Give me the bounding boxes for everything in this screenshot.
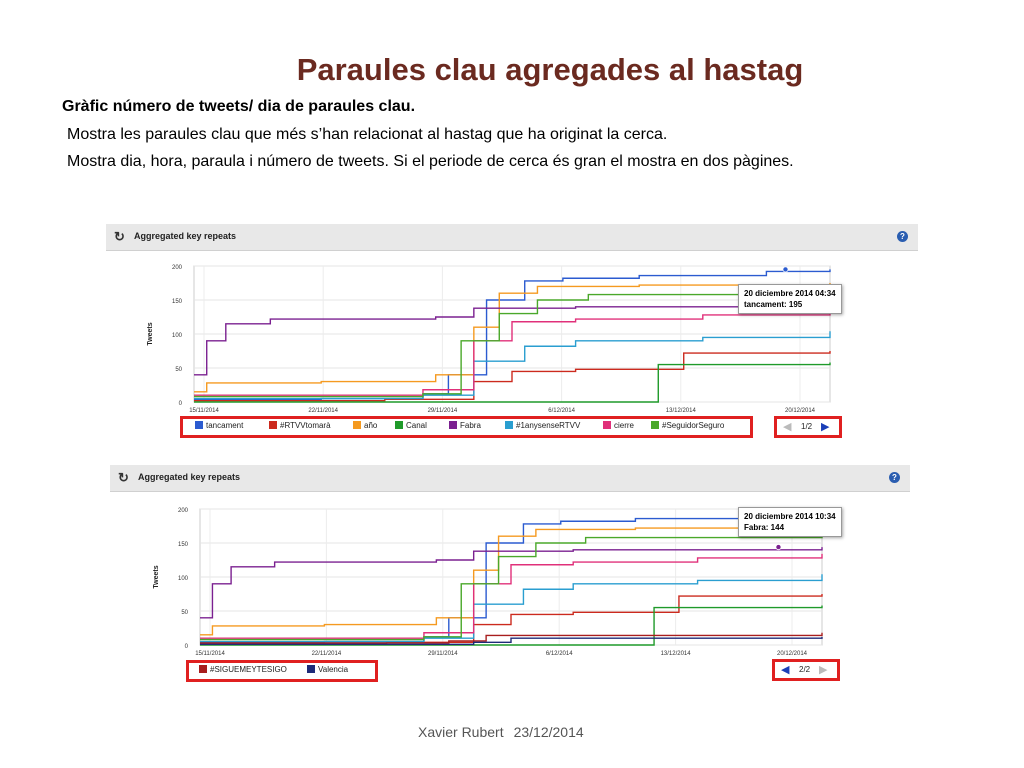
chart-legend-2 [186, 660, 378, 682]
legend-item-tancament[interactable]: tancament [195, 421, 243, 430]
prev-page-icon[interactable]: ◀ [781, 664, 790, 676]
legend-item-seguidorseguro[interactable]: #SeguidorSeguro [651, 421, 724, 430]
x-tick-label: 15/11/2014 [195, 651, 225, 657]
legend-item-rtvvtomara[interactable]: #RTVVtomarà [269, 421, 331, 430]
widget-header [110, 465, 910, 492]
x-tick-label: 6/12/2014 [545, 651, 573, 657]
next-page-icon[interactable]: ▶ [821, 421, 830, 433]
y-tick-label: 50 [181, 610, 188, 616]
series-line-rtvvtomar[interactable] [200, 594, 822, 644]
widget-title: Aggregated key repeats [134, 231, 237, 241]
legend-item-siguemeytesigo[interactable]: #SIGUEMEYTESIGO [199, 665, 287, 674]
series-line-rtvvtomar[interactable] [194, 351, 830, 401]
y-tick-label: 150 [177, 542, 188, 548]
legend-item-1anysensertvv[interactable]: #1anysenseRTVV [505, 421, 580, 430]
legend-pager-2 [772, 659, 840, 681]
legend-swatch [353, 421, 361, 429]
y-tick-label: 50 [175, 367, 182, 373]
legend-swatch [195, 421, 203, 429]
legend-swatch [651, 421, 659, 429]
help-icon[interactable]: ? [897, 231, 908, 242]
aggregated-key-repeats-widget-1 [106, 224, 918, 454]
footer [418, 724, 584, 740]
tooltip-date: 20 diciembre 2014 10:34 [744, 512, 836, 521]
tooltip-date: 20 diciembre 2014 04:34 [744, 289, 836, 298]
legend-item-fabra[interactable]: Fabra [449, 421, 481, 430]
refresh-icon[interactable]: ↻ [114, 229, 125, 244]
refresh-icon[interactable]: ↻ [118, 470, 129, 485]
legend-swatch [395, 421, 403, 429]
x-tick-label: 29/11/2014 [427, 408, 458, 414]
page-indicator: 2/2 [799, 665, 811, 674]
footer-author: Xavier Rubert [418, 724, 504, 740]
legend-swatch [269, 421, 277, 429]
slide-subtitle: Gràfic número de tweets/ dia de paraules clau. [62, 98, 416, 115]
y-tick-label: 100 [171, 333, 182, 339]
x-tick-label: 29/11/2014 [428, 651, 458, 657]
tooltip-point[interactable] [783, 267, 788, 272]
chart-legend-1 [180, 416, 753, 438]
widget-title: Aggregated key repeats [138, 472, 241, 482]
legend-item-any[interactable]: año [353, 421, 377, 430]
legend-swatch [505, 421, 513, 429]
help-icon[interactable]: ? [889, 472, 900, 483]
x-tick-label: 13/12/2014 [660, 651, 691, 657]
legend-item-cierre[interactable]: cierre [603, 421, 634, 430]
prev-page-icon[interactable]: ◀ [783, 421, 792, 433]
x-tick-label: 15/11/2014 [189, 408, 219, 414]
widget-header [106, 224, 918, 251]
y-tick-label: 0 [178, 401, 182, 407]
y-tick-label: 200 [171, 265, 182, 271]
tooltip-point[interactable] [776, 544, 781, 549]
tooltip-value: Fabra: 144 [744, 523, 785, 532]
y-axis-label: Tweets [153, 565, 160, 589]
tooltip-value: tancament: 195 [744, 300, 803, 309]
x-tick-label: 22/11/2014 [311, 651, 342, 657]
y-axis-label: Tweets [147, 322, 154, 346]
page-title: Paraules clau agregades al hastag [296, 52, 804, 87]
legend-swatch [449, 421, 457, 429]
description-line-2: Mostra dia, hora, paraula i número de tweets. Si el periode de cerca és gran el mostra en dos pàgines. [67, 153, 794, 170]
legend-swatch [199, 665, 207, 673]
description-line-1: Mostra les paraules clau que més s’han relacionat al hastag que ha originat la cerca. [67, 126, 668, 143]
legend-swatch [307, 665, 315, 673]
y-tick-label: 100 [177, 576, 188, 582]
page-indicator: 1/2 [801, 422, 813, 431]
chart-tooltip-1 [738, 284, 842, 314]
footer-date: 23/12/2014 [513, 724, 584, 740]
legend-pager-1 [774, 416, 842, 438]
chart-tooltip-2 [738, 507, 842, 537]
aggregated-key-repeats-widget-2 [110, 465, 910, 690]
y-tick-label: 200 [177, 508, 188, 514]
x-tick-label: 13/12/2014 [665, 408, 696, 414]
x-tick-label: 20/12/2014 [784, 408, 816, 414]
y-tick-label: 150 [171, 299, 182, 305]
y-tick-label: 0 [184, 644, 188, 650]
x-tick-label: 22/11/2014 [308, 408, 338, 414]
next-page-icon[interactable]: ▶ [819, 664, 828, 676]
x-tick-label: 20/12/2014 [776, 651, 808, 657]
legend-item-canal[interactable]: Canal [395, 421, 427, 430]
legend-swatch [603, 421, 611, 429]
x-tick-label: 6/12/2014 [548, 408, 575, 414]
legend-item-valencia[interactable]: Valencia [307, 665, 348, 674]
